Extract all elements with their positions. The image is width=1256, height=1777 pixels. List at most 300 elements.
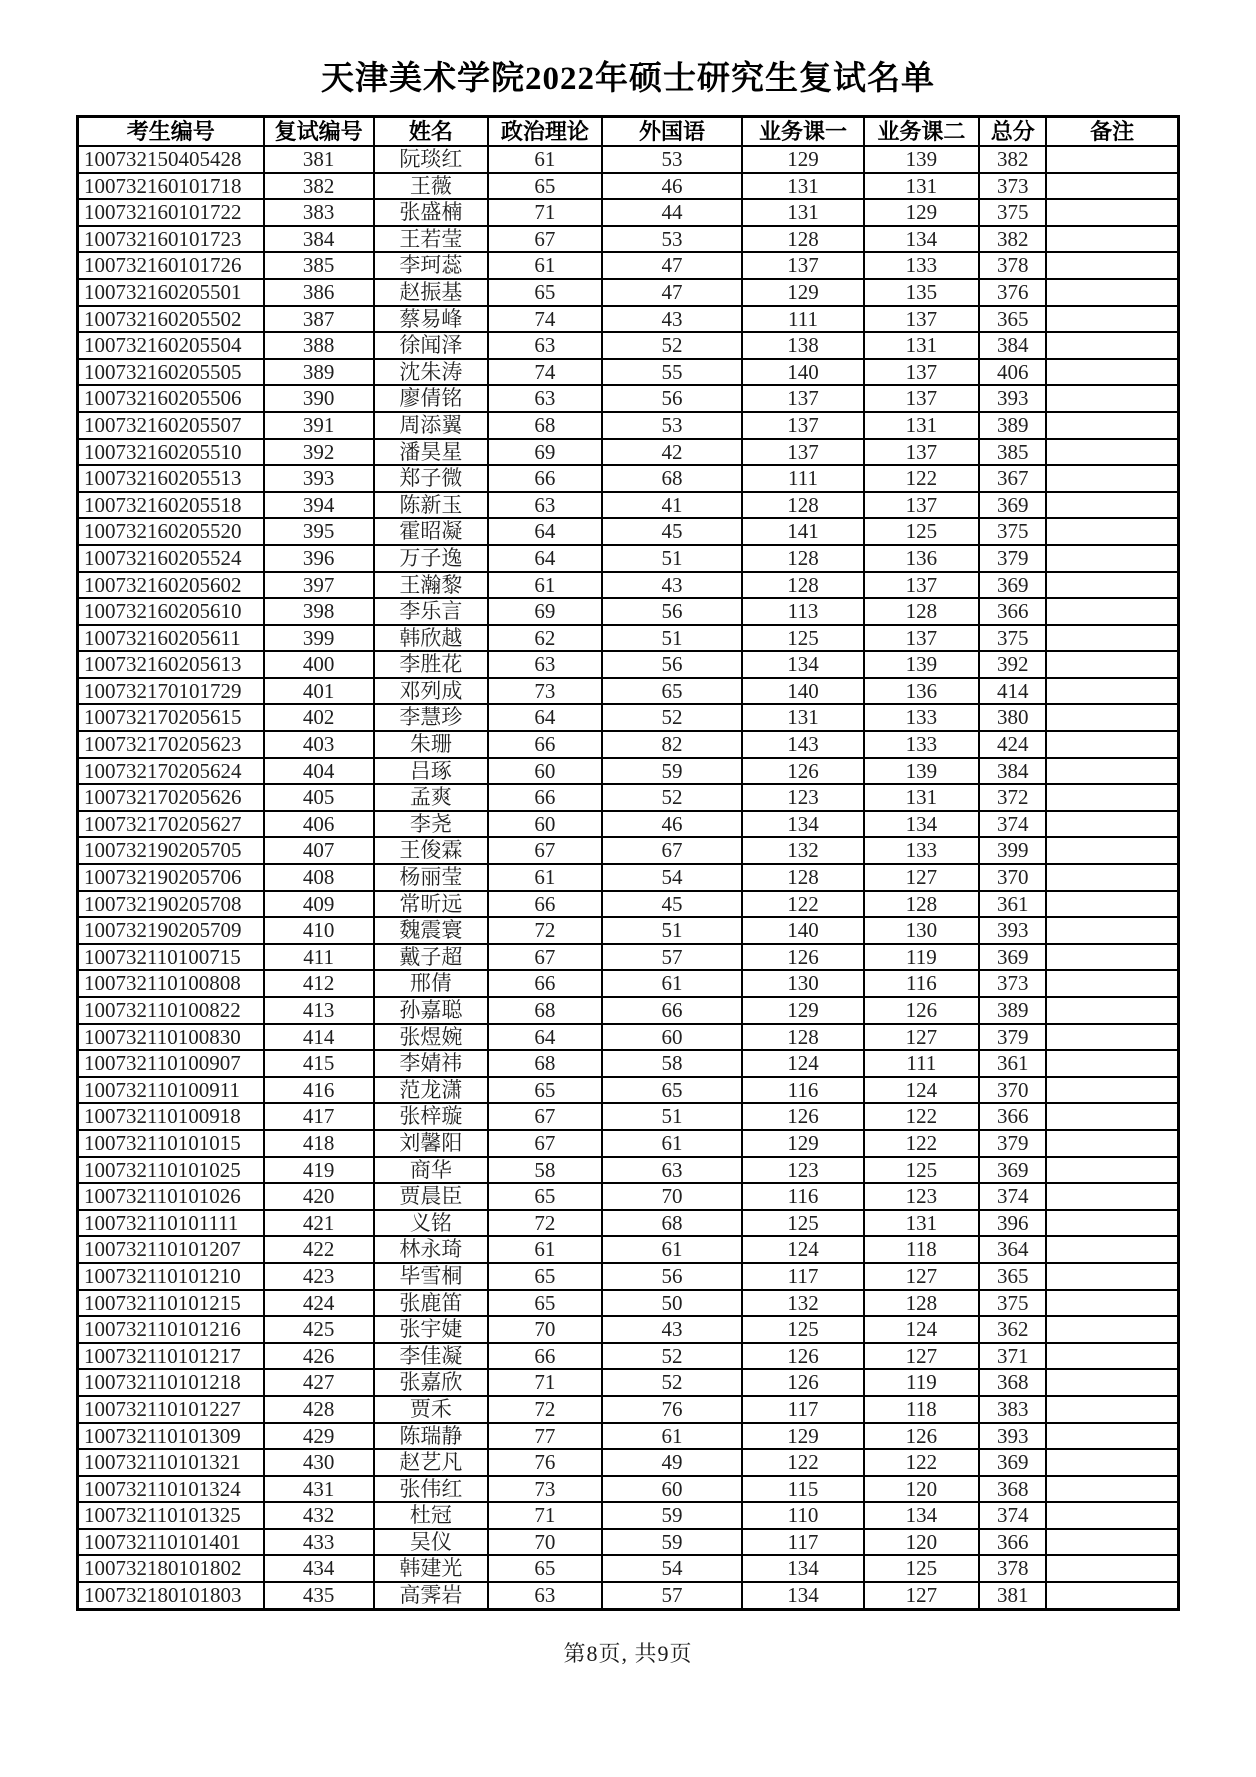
cell-course2: 130 — [864, 917, 980, 944]
table-row — [78, 1529, 1179, 1556]
cell-candidate_no: 100732110100822 — [78, 997, 264, 1024]
cell-candidate_no: 100732110100715 — [78, 944, 264, 971]
cell-remarks — [1046, 545, 1178, 572]
cell-remarks — [1046, 1183, 1178, 1210]
cell-total: 379 — [979, 1024, 1046, 1051]
cell-foreign_language: 46 — [602, 173, 743, 200]
cell-name: 商华 — [374, 1157, 489, 1184]
cell-total: 396 — [979, 1210, 1046, 1237]
cell-candidate_no: 100732110101025 — [78, 1157, 264, 1184]
cell-foreign_language: 59 — [602, 1502, 743, 1529]
cell-name: 张煜婉 — [374, 1024, 489, 1051]
table-row — [78, 545, 1179, 572]
cell-course2: 134 — [864, 811, 980, 838]
cell-candidate_no: 100732190205709 — [78, 917, 264, 944]
cell-course2: 127 — [864, 1582, 980, 1609]
cell-course2: 119 — [864, 944, 980, 971]
cell-course1: 123 — [742, 784, 863, 811]
cell-course1: 110 — [742, 1502, 863, 1529]
cell-foreign_language: 56 — [602, 385, 743, 412]
cell-total: 392 — [979, 651, 1046, 678]
page-number: 第8页, 共9页 — [563, 1640, 693, 1666]
cell-name: 李乐言 — [374, 598, 489, 625]
cell-name: 郑子微 — [374, 465, 489, 492]
cell-foreign_language: 43 — [602, 572, 743, 599]
cell-remarks — [1046, 731, 1178, 758]
cell-course2: 133 — [864, 731, 980, 758]
cell-candidate_no: 100732170205624 — [78, 758, 264, 785]
cell-course1: 125 — [742, 1210, 863, 1237]
table-row — [78, 891, 1179, 918]
cell-retest_no: 429 — [264, 1423, 374, 1450]
cell-politics: 72 — [488, 917, 601, 944]
cell-course2: 131 — [864, 412, 980, 439]
cell-retest_no: 420 — [264, 1183, 374, 1210]
cell-course1: 113 — [742, 598, 863, 625]
cell-foreign_language: 54 — [602, 1555, 743, 1582]
table-row — [78, 146, 1179, 173]
cell-politics: 74 — [488, 306, 601, 333]
cell-total: 382 — [979, 146, 1046, 173]
cell-politics: 71 — [488, 1502, 601, 1529]
cell-course1: 128 — [742, 545, 863, 572]
cell-remarks — [1046, 1157, 1178, 1184]
cell-course2: 122 — [864, 1103, 980, 1130]
cell-remarks — [1046, 492, 1178, 519]
table-row — [78, 864, 1179, 891]
cell-total: 384 — [979, 758, 1046, 785]
cell-candidate_no: 100732170205615 — [78, 704, 264, 731]
cell-name: 贾禾 — [374, 1396, 489, 1423]
cell-foreign_language: 41 — [602, 492, 743, 519]
cell-name: 吕琢 — [374, 758, 489, 785]
table-row — [78, 199, 1179, 226]
cell-course2: 126 — [864, 1423, 980, 1450]
cell-total: 369 — [979, 572, 1046, 599]
cell-name: 李尧 — [374, 811, 489, 838]
cell-candidate_no: 100732160205502 — [78, 306, 264, 333]
cell-retest_no: 432 — [264, 1502, 374, 1529]
cell-course2: 134 — [864, 1502, 980, 1529]
cell-retest_no: 413 — [264, 997, 374, 1024]
cell-retest_no: 417 — [264, 1103, 374, 1130]
cell-remarks — [1046, 332, 1178, 359]
cell-name: 王俊霖 — [374, 837, 489, 864]
cell-total: 366 — [979, 1529, 1046, 1556]
cell-politics: 67 — [488, 1103, 601, 1130]
cell-retest_no: 412 — [264, 970, 374, 997]
cell-candidate_no: 100732110101207 — [78, 1236, 264, 1263]
cell-name: 霍昭凝 — [374, 518, 489, 545]
table-row — [78, 1183, 1179, 1210]
cell-candidate_no: 100732110100918 — [78, 1103, 264, 1130]
table-row — [78, 1210, 1179, 1237]
cell-retest_no: 423 — [264, 1263, 374, 1290]
cell-retest_no: 416 — [264, 1077, 374, 1104]
cell-candidate_no: 100732110101218 — [78, 1369, 264, 1396]
cell-name: 张宇婕 — [374, 1316, 489, 1343]
cell-total: 372 — [979, 784, 1046, 811]
cell-total: 414 — [979, 678, 1046, 705]
cell-politics: 65 — [488, 1555, 601, 1582]
cell-total: 375 — [979, 199, 1046, 226]
cell-candidate_no: 100732160205524 — [78, 545, 264, 572]
cell-retest_no: 393 — [264, 465, 374, 492]
cell-course1: 111 — [742, 306, 863, 333]
cell-course2: 128 — [864, 1290, 980, 1317]
cell-retest_no: 404 — [264, 758, 374, 785]
cell-total: 369 — [979, 1449, 1046, 1476]
cell-course2: 137 — [864, 572, 980, 599]
cell-foreign_language: 56 — [602, 651, 743, 678]
cell-course2: 127 — [864, 864, 980, 891]
cell-course1: 134 — [742, 1582, 863, 1609]
cell-retest_no: 410 — [264, 917, 374, 944]
cell-total: 362 — [979, 1316, 1046, 1343]
cell-retest_no: 389 — [264, 359, 374, 386]
retest-score-table — [76, 115, 1180, 1611]
cell-retest_no: 386 — [264, 279, 374, 306]
table-row — [78, 439, 1179, 466]
cell-total: 378 — [979, 1555, 1046, 1582]
cell-course1: 143 — [742, 731, 863, 758]
cell-foreign_language: 51 — [602, 917, 743, 944]
cell-candidate_no: 100732110100911 — [78, 1077, 264, 1104]
cell-course1: 123 — [742, 1157, 863, 1184]
cell-retest_no: 434 — [264, 1555, 374, 1582]
cell-course2: 137 — [864, 625, 980, 652]
cell-foreign_language: 57 — [602, 944, 743, 971]
cell-remarks — [1046, 944, 1178, 971]
cell-foreign_language: 58 — [602, 1050, 743, 1077]
cell-total: 384 — [979, 332, 1046, 359]
cell-course1: 116 — [742, 1077, 863, 1104]
cell-course2: 122 — [864, 1449, 980, 1476]
cell-politics: 64 — [488, 545, 601, 572]
cell-total: 369 — [979, 492, 1046, 519]
cell-course1: 126 — [742, 1369, 863, 1396]
cell-politics: 70 — [488, 1529, 601, 1556]
page-title: 天津美术学院2022年硕士研究生复试名单 — [321, 61, 935, 97]
cell-name: 朱珊 — [374, 731, 489, 758]
cell-name: 邢倩 — [374, 970, 489, 997]
cell-total: 406 — [979, 359, 1046, 386]
cell-course2: 134 — [864, 226, 980, 253]
cell-retest_no: 382 — [264, 173, 374, 200]
cell-total: 389 — [979, 997, 1046, 1024]
cell-politics: 66 — [488, 784, 601, 811]
cell-politics: 64 — [488, 1024, 601, 1051]
table-row — [78, 1369, 1179, 1396]
cell-total: 374 — [979, 1183, 1046, 1210]
column-header-candidate_no: 考生编号 — [78, 117, 264, 147]
cell-remarks — [1046, 1343, 1178, 1370]
cell-foreign_language: 45 — [602, 891, 743, 918]
cell-candidate_no: 100732160101722 — [78, 199, 264, 226]
cell-course1: 111 — [742, 465, 863, 492]
cell-total: 373 — [979, 970, 1046, 997]
cell-politics: 74 — [488, 359, 601, 386]
cell-name: 孟爽 — [374, 784, 489, 811]
table-row — [78, 731, 1179, 758]
cell-foreign_language: 57 — [602, 1582, 743, 1609]
cell-politics: 69 — [488, 439, 601, 466]
table-row — [78, 1263, 1179, 1290]
cell-name: 王薇 — [374, 173, 489, 200]
cell-candidate_no: 100732110101015 — [78, 1130, 264, 1157]
table-row — [78, 332, 1179, 359]
cell-retest_no: 401 — [264, 678, 374, 705]
cell-course1: 137 — [742, 412, 863, 439]
cell-politics: 65 — [488, 279, 601, 306]
cell-remarks — [1046, 917, 1178, 944]
cell-foreign_language: 53 — [602, 226, 743, 253]
cell-total: 393 — [979, 385, 1046, 412]
cell-remarks — [1046, 1290, 1178, 1317]
table-row — [78, 758, 1179, 785]
cell-course1: 132 — [742, 837, 863, 864]
cell-retest_no: 400 — [264, 651, 374, 678]
cell-remarks — [1046, 1396, 1178, 1423]
cell-name: 李婧祎 — [374, 1050, 489, 1077]
cell-course1: 131 — [742, 173, 863, 200]
table-row — [78, 1396, 1179, 1423]
cell-name: 张嘉欣 — [374, 1369, 489, 1396]
table-row — [78, 279, 1179, 306]
cell-retest_no: 402 — [264, 704, 374, 731]
cell-candidate_no: 100732160205510 — [78, 439, 264, 466]
cell-politics: 67 — [488, 226, 601, 253]
cell-course2: 135 — [864, 279, 980, 306]
cell-retest_no: 426 — [264, 1343, 374, 1370]
cell-candidate_no: 100732160101723 — [78, 226, 264, 253]
cell-politics: 61 — [488, 1236, 601, 1263]
cell-course2: 137 — [864, 439, 980, 466]
cell-foreign_language: 59 — [602, 1529, 743, 1556]
cell-course2: 131 — [864, 332, 980, 359]
cell-candidate_no: 100732190205705 — [78, 837, 264, 864]
table-row — [78, 1555, 1179, 1582]
cell-remarks — [1046, 651, 1178, 678]
table-row — [78, 359, 1179, 386]
cell-name: 贾晨臣 — [374, 1183, 489, 1210]
cell-course2: 122 — [864, 1130, 980, 1157]
cell-retest_no: 398 — [264, 598, 374, 625]
cell-course1: 125 — [742, 625, 863, 652]
cell-course1: 138 — [742, 332, 863, 359]
cell-foreign_language: 50 — [602, 1290, 743, 1317]
cell-course1: 128 — [742, 226, 863, 253]
column-header-retest_no: 复试编号 — [264, 117, 374, 147]
cell-remarks — [1046, 199, 1178, 226]
cell-remarks — [1046, 439, 1178, 466]
cell-remarks — [1046, 1423, 1178, 1450]
cell-retest_no: 383 — [264, 199, 374, 226]
cell-course2: 136 — [864, 678, 980, 705]
cell-course1: 125 — [742, 1316, 863, 1343]
cell-course1: 115 — [742, 1476, 863, 1503]
table-row — [78, 837, 1179, 864]
cell-foreign_language: 67 — [602, 837, 743, 864]
cell-foreign_language: 43 — [602, 1316, 743, 1343]
cell-total: 376 — [979, 279, 1046, 306]
cell-course1: 141 — [742, 518, 863, 545]
cell-course1: 122 — [742, 891, 863, 918]
cell-course2: 118 — [864, 1396, 980, 1423]
cell-foreign_language: 68 — [602, 465, 743, 492]
cell-name: 常昕远 — [374, 891, 489, 918]
cell-remarks — [1046, 1210, 1178, 1237]
cell-total: 375 — [979, 518, 1046, 545]
table-row — [78, 173, 1179, 200]
cell-politics: 71 — [488, 199, 601, 226]
cell-name: 张鹿笛 — [374, 1290, 489, 1317]
cell-name: 蔡易峰 — [374, 306, 489, 333]
cell-course1: 132 — [742, 1290, 863, 1317]
cell-politics: 68 — [488, 1050, 601, 1077]
cell-total: 385 — [979, 439, 1046, 466]
cell-retest_no: 394 — [264, 492, 374, 519]
cell-course2: 139 — [864, 651, 980, 678]
cell-retest_no: 424 — [264, 1290, 374, 1317]
cell-politics: 61 — [488, 146, 601, 173]
cell-course1: 117 — [742, 1263, 863, 1290]
cell-course1: 116 — [742, 1183, 863, 1210]
cell-remarks — [1046, 1263, 1178, 1290]
table-row — [78, 678, 1179, 705]
cell-name: 陈瑞静 — [374, 1423, 489, 1450]
cell-retest_no: 388 — [264, 332, 374, 359]
table-row — [78, 1157, 1179, 1184]
cell-remarks — [1046, 891, 1178, 918]
cell-retest_no: 430 — [264, 1449, 374, 1476]
cell-course2: 133 — [864, 704, 980, 731]
cell-politics: 63 — [488, 385, 601, 412]
cell-course1: 140 — [742, 678, 863, 705]
cell-remarks — [1046, 1502, 1178, 1529]
cell-candidate_no: 100732160205611 — [78, 625, 264, 652]
cell-remarks — [1046, 837, 1178, 864]
cell-remarks — [1046, 1449, 1178, 1476]
cell-total: 379 — [979, 545, 1046, 572]
cell-foreign_language: 47 — [602, 279, 743, 306]
cell-foreign_language: 65 — [602, 1077, 743, 1104]
cell-course1: 124 — [742, 1236, 863, 1263]
cell-politics: 64 — [488, 518, 601, 545]
table-row — [78, 1316, 1179, 1343]
cell-course1: 129 — [742, 146, 863, 173]
cell-candidate_no: 100732110101210 — [78, 1263, 264, 1290]
cell-politics: 58 — [488, 1157, 601, 1184]
cell-course2: 116 — [864, 970, 980, 997]
cell-politics: 65 — [488, 1290, 601, 1317]
cell-retest_no: 427 — [264, 1369, 374, 1396]
cell-course2: 129 — [864, 199, 980, 226]
cell-retest_no: 384 — [264, 226, 374, 253]
cell-retest_no: 422 — [264, 1236, 374, 1263]
cell-foreign_language: 60 — [602, 1476, 743, 1503]
cell-name: 李慧珍 — [374, 704, 489, 731]
cell-retest_no: 396 — [264, 545, 374, 572]
cell-foreign_language: 44 — [602, 199, 743, 226]
cell-course2: 125 — [864, 1157, 980, 1184]
cell-name: 李佳凝 — [374, 1343, 489, 1370]
cell-remarks — [1046, 173, 1178, 200]
table-row — [78, 1476, 1179, 1503]
table-row — [78, 944, 1179, 971]
table-row — [78, 1423, 1179, 1450]
cell-course2: 120 — [864, 1529, 980, 1556]
cell-candidate_no: 100732160101726 — [78, 252, 264, 279]
cell-total: 375 — [979, 1290, 1046, 1317]
cell-total: 380 — [979, 704, 1046, 731]
cell-retest_no: 392 — [264, 439, 374, 466]
cell-course2: 118 — [864, 1236, 980, 1263]
cell-name: 陈新玉 — [374, 492, 489, 519]
cell-retest_no: 390 — [264, 385, 374, 412]
cell-foreign_language: 61 — [602, 1423, 743, 1450]
cell-name: 李胜花 — [374, 651, 489, 678]
table-row — [78, 252, 1179, 279]
cell-course1: 126 — [742, 1103, 863, 1130]
cell-candidate_no: 100732160205602 — [78, 572, 264, 599]
cell-remarks — [1046, 518, 1178, 545]
cell-politics: 60 — [488, 811, 601, 838]
cell-course2: 131 — [864, 784, 980, 811]
cell-foreign_language: 54 — [602, 864, 743, 891]
cell-retest_no: 399 — [264, 625, 374, 652]
cell-remarks — [1046, 1103, 1178, 1130]
cell-politics: 63 — [488, 651, 601, 678]
cell-politics: 72 — [488, 1210, 601, 1237]
cell-course2: 127 — [864, 1024, 980, 1051]
cell-politics: 67 — [488, 944, 601, 971]
cell-candidate_no: 100732160205520 — [78, 518, 264, 545]
table-header-row — [78, 117, 1179, 147]
cell-course2: 137 — [864, 359, 980, 386]
cell-remarks — [1046, 306, 1178, 333]
cell-course2: 122 — [864, 465, 980, 492]
cell-politics: 65 — [488, 1183, 601, 1210]
cell-course1: 131 — [742, 704, 863, 731]
cell-course2: 131 — [864, 173, 980, 200]
cell-remarks — [1046, 572, 1178, 599]
cell-remarks — [1046, 678, 1178, 705]
cell-politics: 64 — [488, 704, 601, 731]
cell-course1: 129 — [742, 997, 863, 1024]
cell-candidate_no: 100732160205518 — [78, 492, 264, 519]
table-row — [78, 1236, 1179, 1263]
cell-politics: 65 — [488, 173, 601, 200]
cell-candidate_no: 100732110101325 — [78, 1502, 264, 1529]
cell-course2: 125 — [864, 1555, 980, 1582]
cell-course1: 128 — [742, 864, 863, 891]
cell-name: 韩欣越 — [374, 625, 489, 652]
table-row — [78, 226, 1179, 253]
cell-foreign_language: 82 — [602, 731, 743, 758]
table-row — [78, 651, 1179, 678]
cell-total: 369 — [979, 944, 1046, 971]
cell-course1: 128 — [742, 572, 863, 599]
cell-course1: 128 — [742, 492, 863, 519]
cell-total: 375 — [979, 625, 1046, 652]
cell-course2: 128 — [864, 891, 980, 918]
cell-course1: 134 — [742, 1555, 863, 1582]
cell-retest_no: 391 — [264, 412, 374, 439]
cell-total: 424 — [979, 731, 1046, 758]
cell-foreign_language: 63 — [602, 1157, 743, 1184]
cell-candidate_no: 100732160205610 — [78, 598, 264, 625]
